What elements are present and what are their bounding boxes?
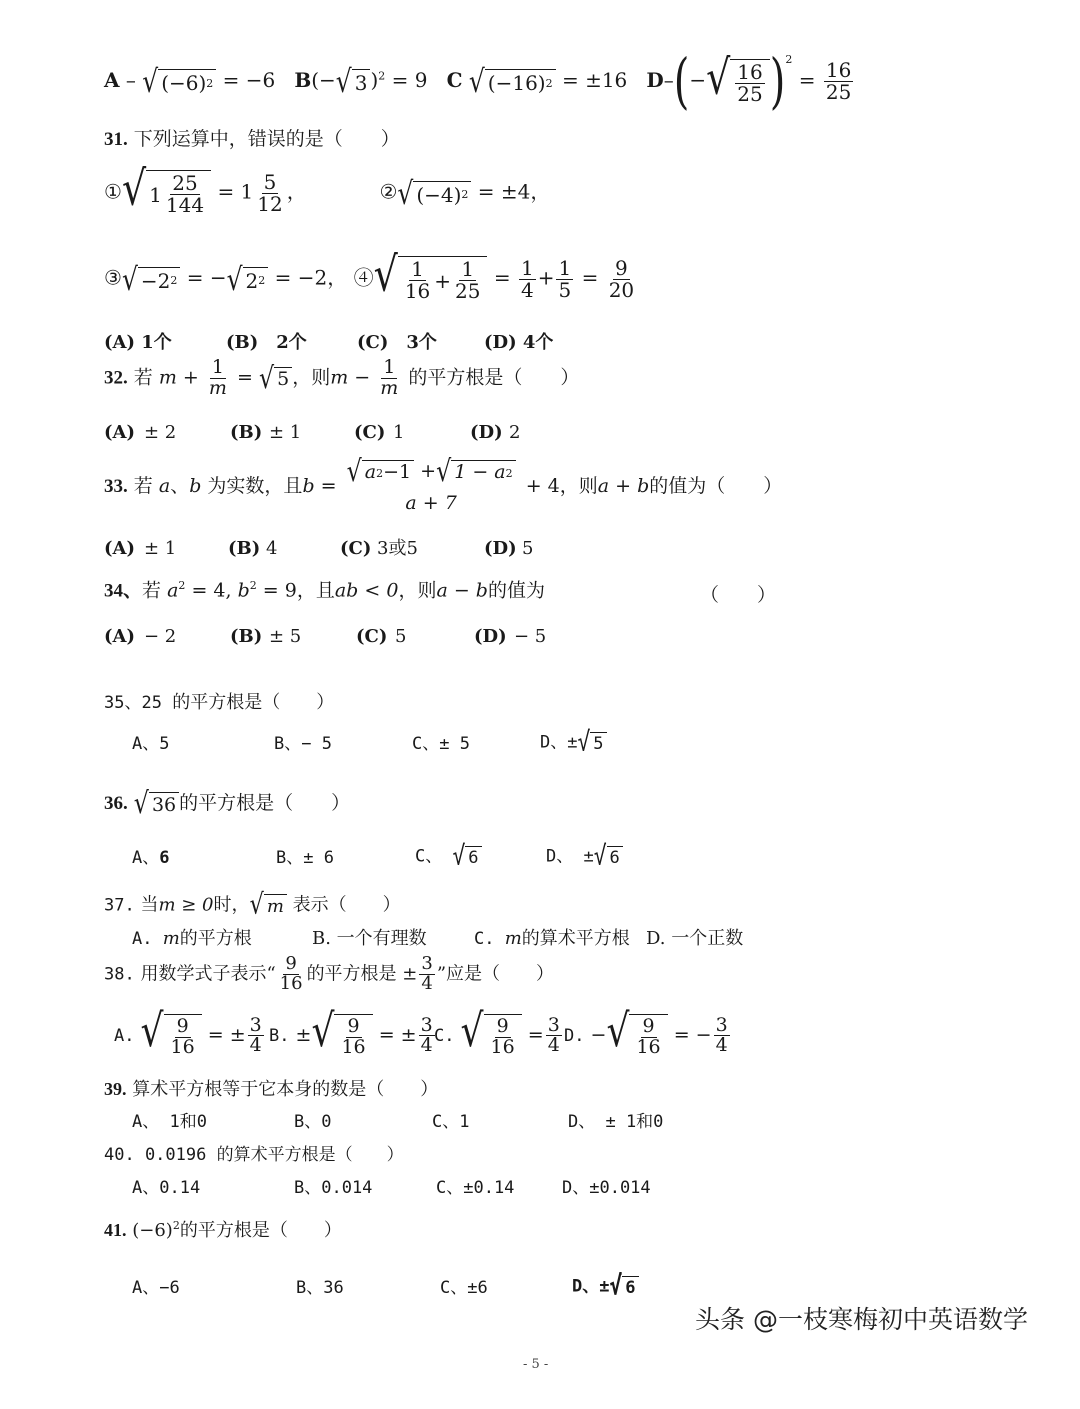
q38-option-b-label: B. xyxy=(269,1025,290,1046)
q31-stem-text: 下列运算中，错误的是（ ） xyxy=(133,128,400,150)
q33-num-r1-tail: −1 xyxy=(383,461,412,484)
q39-stem xyxy=(104,1080,438,1099)
q33-suffix: 的值为（ ） xyxy=(649,474,783,497)
q33-option-c-value[interactable]: 3或5 xyxy=(377,538,418,559)
q31-item1-rnum: 5 xyxy=(263,169,277,194)
q30-option-b-rhs: = 9 xyxy=(391,68,428,92)
q34-option-d-value[interactable]: − 5 xyxy=(514,626,547,647)
q31-item1-whole: 1 xyxy=(149,182,162,207)
q31-item3-rexp: 2 xyxy=(258,274,266,287)
q38-frac2 xyxy=(419,955,434,994)
q37-option-a-label: A. xyxy=(132,929,163,949)
q32-option-b-value[interactable]: ± 1 xyxy=(269,422,302,443)
q38-frac-den: 16 xyxy=(279,972,303,994)
q30-option-d-rden: 25 xyxy=(825,80,852,104)
q30-option-d-radical: √ $\frac{16}{25}$ xyxy=(706,59,770,105)
q30-option-b-exp: 2 xyxy=(378,69,386,83)
q31-item3-mid: = − xyxy=(186,265,227,290)
q34-paren: （ ） xyxy=(700,584,777,606)
q34-stem xyxy=(104,580,545,600)
q41-option-d-root: 6 xyxy=(622,1276,638,1297)
q37-option-a-m: m xyxy=(162,928,180,949)
q36-option-a[interactable] xyxy=(132,850,170,867)
q31-item4-d-den: 5 xyxy=(558,277,572,302)
q31-item4-eq2: = xyxy=(581,265,599,290)
q33-option-a-value[interactable]: ± 1 xyxy=(144,538,177,559)
q34-suffix: 的值为 xyxy=(487,579,545,602)
q41-option-d-label: D、± xyxy=(572,1276,610,1297)
q36-option-c-label: C、 xyxy=(415,846,443,867)
q31-item1-mark: ① xyxy=(104,179,122,204)
q37-mid: 时， xyxy=(213,894,250,916)
q33-option-b-value[interactable]: 4 xyxy=(266,538,278,559)
q32-eq: = xyxy=(230,366,253,389)
q31-item1-result xyxy=(255,169,284,216)
q41-option-d[interactable] xyxy=(572,1270,639,1303)
q34-option-b-label[interactable]: (B) xyxy=(230,626,263,647)
q41-exp: 2 xyxy=(172,1219,180,1232)
q35-stem-text: 的平方根是（ ） xyxy=(172,692,335,713)
q35-option-d[interactable] xyxy=(540,726,607,759)
q30-option-a-radicand: (−6) xyxy=(161,71,207,95)
q31-item4-a-den: 16 xyxy=(404,279,431,303)
q41-stem-text: 的平方根是（ ） xyxy=(179,1220,342,1241)
q32-radical: √ 5 xyxy=(259,367,292,391)
q36-stem xyxy=(104,785,351,821)
q32-stem xyxy=(104,358,579,399)
q41-number: 41. xyxy=(104,1220,127,1240)
q33-big-frac xyxy=(345,453,518,514)
q30-option-a-minus: – xyxy=(125,68,136,92)
q40-option-a[interactable]: A、0.14 xyxy=(132,1178,201,1198)
q40-option-b[interactable]: B、0.014 xyxy=(294,1178,373,1198)
q38-option-d-rnum: 3 xyxy=(715,1013,728,1036)
q32-frac-num: 1 xyxy=(211,356,224,378)
q33-num-r1-exp: 2 xyxy=(376,466,384,480)
q33-prefix: 若 xyxy=(133,474,153,497)
q36-stem-text: 的平方根是（ ） xyxy=(179,791,351,814)
q31-item4-b-num: 1 xyxy=(461,257,475,281)
q31-items-row-2 xyxy=(104,246,638,303)
q36-option-b[interactable]: B、± 6 xyxy=(276,848,334,868)
q38-frac2-num: 3 xyxy=(421,953,433,974)
q33-mid: 为实数，且 xyxy=(207,474,303,497)
q32-root: 5 xyxy=(274,367,292,391)
q37-stem xyxy=(104,888,401,922)
q30-options-row xyxy=(104,47,855,116)
q32-frac xyxy=(207,358,229,399)
q38-frac-num: 9 xyxy=(285,953,297,974)
q31-item2-rhs: = ±4， xyxy=(477,179,551,204)
q38-number: 38. xyxy=(104,964,135,985)
q37-option-a-text: 的平方根 xyxy=(179,928,252,949)
q40-stem-text: 40. 0.0196 的算术平方根是（ ） xyxy=(104,1145,404,1165)
q31-option-c[interactable]: (C) 3个 xyxy=(357,332,437,353)
q37-option-a[interactable] xyxy=(132,930,252,948)
q37-prefix: 当 xyxy=(140,894,159,916)
q31-item4-c-den: 4 xyxy=(520,277,534,302)
q38-option-a-eq: = ± xyxy=(207,1023,246,1046)
q34-cond1-exp: 2 xyxy=(178,579,186,592)
q37-option-c-m: m xyxy=(504,928,522,949)
q34-expr: a − b xyxy=(436,579,488,602)
q37-root: m xyxy=(264,894,287,917)
q31-item4-a-num: 1 xyxy=(411,257,424,281)
q33-num-plus: + xyxy=(414,459,437,482)
q36-option-c-root: 6 xyxy=(465,846,481,867)
q32-frac2-den: m xyxy=(380,376,399,399)
q33-b2: b xyxy=(302,474,315,497)
q34-mid: ，且 xyxy=(296,579,335,602)
q38-option-c-eq: = xyxy=(527,1023,544,1046)
q38-frac xyxy=(278,955,305,994)
q33-after: + 4，则 xyxy=(525,474,598,497)
q30-option-d-eq: = xyxy=(798,68,816,92)
q33-option-d-value[interactable]: 5 xyxy=(522,538,534,559)
q30-option-c-exp: 2 xyxy=(545,76,553,90)
q37-option-c[interactable] xyxy=(474,930,630,948)
q38-frac2-den: 4 xyxy=(421,972,433,994)
q31-item4-eq: = xyxy=(493,265,511,290)
q30-option-d-inner-minus: − xyxy=(689,68,707,92)
q38-option-c-rden: 4 xyxy=(547,1034,560,1057)
q33-number: 33. xyxy=(104,475,128,497)
q34-option-a-label[interactable]: (A) xyxy=(104,626,135,647)
q35-option-b[interactable]: B、− 5 xyxy=(274,734,332,754)
q31-item4-frac-e xyxy=(607,255,636,302)
q34-option-c-label[interactable]: (C) xyxy=(356,626,388,647)
q34-cond2: b xyxy=(237,579,250,602)
q41-option-a[interactable]: A、−6 xyxy=(132,1278,180,1298)
q33-num-radical2: √ 1 − a 2 xyxy=(436,460,516,484)
q32-frac2 xyxy=(378,358,400,399)
q32-number: 32. xyxy=(104,367,128,389)
q31-item4-frac-a xyxy=(403,259,432,302)
q36-option-d-root: 6 xyxy=(607,846,623,867)
q31-item1-radical: √ 1 $\frac{25}{144}$ xyxy=(122,170,211,216)
q36-option-d-label: D、 ± xyxy=(546,846,594,867)
q38-option-b-den: 16 xyxy=(341,1035,366,1058)
q39-option-d[interactable]: D、 ± 1和0 xyxy=(568,1112,664,1132)
q32-option-a-label[interactable]: (A) xyxy=(104,422,135,443)
q30-option-d-label: D xyxy=(646,68,664,92)
q36-root: 36 xyxy=(149,792,179,816)
q40-option-c[interactable]: C、±0.14 xyxy=(436,1178,515,1198)
q30-option-b-radical: √ 3 xyxy=(336,69,371,94)
q30-option-a-exp: 2 xyxy=(206,76,214,90)
q38-option-b-rden: 4 xyxy=(420,1034,433,1057)
q30-option-d-result xyxy=(824,60,853,103)
q31-item4-d-num: 1 xyxy=(558,255,572,280)
q39-number: 39. xyxy=(104,1079,127,1099)
q39-option-b[interactable]: B、0 xyxy=(294,1112,332,1132)
q30-option-a-label: A xyxy=(104,68,120,92)
q33-apb: a + b xyxy=(597,474,650,497)
q37-option-c-text: 的算术平方根 xyxy=(521,928,630,949)
q33-sep: 、 xyxy=(170,474,190,497)
q30-option-a-radical: √ (−6) 2 xyxy=(142,69,216,94)
q41-base: (−6) xyxy=(132,1220,173,1241)
q38-option-a-rden: 4 xyxy=(249,1034,262,1057)
q31-item2-exp: 2 xyxy=(461,188,469,201)
q31-item3-radicand: −2 xyxy=(140,268,171,293)
q30-option-d-num: 16 xyxy=(737,59,763,84)
q31-item2-mark: ② xyxy=(379,179,398,204)
q37-suffix: 表示（ ） xyxy=(292,894,401,916)
q38-mid: 的平方根是 ± xyxy=(306,963,418,985)
q35-option-c[interactable]: C、± 5 xyxy=(412,734,470,754)
q31-item1-rden: 12 xyxy=(257,191,283,216)
q38-option-d-minus: − xyxy=(590,1023,607,1046)
q38-option-a-radical: √ $\frac{9}{16}$ xyxy=(141,1014,202,1058)
q37-radical: √ m xyxy=(250,894,287,917)
q31-item1-frac xyxy=(164,173,206,216)
q31-item1-end: ， xyxy=(286,179,307,204)
q32-plus: + xyxy=(176,366,199,389)
q33-num-r2-exp: 2 xyxy=(505,466,513,480)
q33-frac-den: a + 7 xyxy=(405,491,457,514)
q39-stem-text: 算术平方根等于它本身的数是（ ） xyxy=(132,1079,439,1100)
q31-item4-frac-b xyxy=(453,259,482,302)
q32-m: m xyxy=(158,366,177,389)
q31-item4-frac-d xyxy=(556,255,573,302)
q38-prefix: 用数学式子表示“ xyxy=(140,963,276,985)
q36-option-a-value: 6 xyxy=(159,848,170,868)
q33-a: a xyxy=(158,474,171,497)
q31-item4-b-den: 25 xyxy=(455,279,481,303)
q38-option-c[interactable] xyxy=(434,1004,564,1058)
q33-option-b-label[interactable]: (B) xyxy=(228,538,261,559)
q33-num-radical1: √ a 2 −1 xyxy=(347,460,414,484)
q36-option-d-radical: √ 6 xyxy=(594,846,623,867)
q30-option-b-root: 3 xyxy=(352,69,371,94)
q31-item4-plus2: + xyxy=(537,265,555,290)
q31-item4-e-num: 9 xyxy=(615,255,628,280)
q34-cond3: ab < 0 xyxy=(334,579,399,602)
q37-option-b[interactable]: B. 一个有理数 xyxy=(312,928,427,949)
q34-option-c-value[interactable]: 5 xyxy=(395,626,407,647)
q35-number: 35、25 xyxy=(104,693,162,713)
q39-option-a[interactable]: A、 1和0 xyxy=(132,1112,207,1132)
q36-number: 36. xyxy=(104,792,128,814)
q33-option-c-label[interactable]: (C) xyxy=(340,538,372,559)
q34-option-d-label[interactable]: (D) xyxy=(474,626,507,647)
q30-option-d-exp: 2 xyxy=(785,53,793,66)
q32-mid: ，则 xyxy=(292,366,331,389)
q33-option-a-label[interactable]: (A) xyxy=(104,538,135,559)
q38-option-c-label: C. xyxy=(434,1025,455,1046)
q35-option-d-root: 5 xyxy=(590,732,606,753)
q38-option-d-eq: = − xyxy=(673,1023,712,1046)
q31-item1-den: 144 xyxy=(165,193,205,217)
q32-option-c-value[interactable]: 1 xyxy=(393,422,405,443)
q31-item3-radical2: √ 2 2 xyxy=(227,267,269,292)
q41-option-b[interactable]: B、36 xyxy=(296,1278,344,1298)
q38-stem xyxy=(104,955,554,994)
q41-option-d-radical: √ 6 xyxy=(609,1276,638,1297)
q32-option-b-label[interactable]: (B) xyxy=(230,422,263,443)
q34-cond1: a xyxy=(167,579,179,602)
q31-item2-radical: √ (−4) 2 xyxy=(397,181,471,206)
q38-option-a-label: A. xyxy=(114,1025,135,1046)
q38-option-b-radical: √ $\frac{9}{16}$ xyxy=(311,1014,372,1058)
q38-option-d-den: 16 xyxy=(636,1035,661,1058)
q30-option-d-den: 25 xyxy=(737,81,763,106)
q37-cond: m ≥ 0 xyxy=(158,894,214,916)
q38-option-c-num: 9 xyxy=(496,1015,509,1037)
q32-prefix: 若 xyxy=(133,366,153,389)
q35-stem xyxy=(104,694,334,712)
q31-stem xyxy=(104,130,400,149)
q32-option-d-value[interactable]: 2 xyxy=(509,422,521,443)
q32-frac-den: m xyxy=(208,376,227,399)
q33-num-r2: 1 − a xyxy=(454,461,506,484)
q30-option-d-rnum: 16 xyxy=(825,58,852,82)
q40-stem xyxy=(104,1147,404,1164)
q36-option-d[interactable] xyxy=(546,840,623,873)
q31-item4-radical: √ $\frac{1}{16}$ + $\frac{1}{25}$ xyxy=(374,256,488,302)
q31-item3-exp: 2 xyxy=(170,274,178,287)
q41-option-c[interactable]: C、±6 xyxy=(440,1278,488,1298)
q32-option-c-label[interactable]: (C) xyxy=(354,422,386,443)
q38-option-d[interactable] xyxy=(564,1004,732,1058)
q38-option-d-label: D. xyxy=(564,1025,585,1046)
q32-frac2-num: 1 xyxy=(383,356,396,378)
q38-option-d-radical: √ $\frac{9}{16}$ xyxy=(606,1014,667,1058)
q31-item2-radicand: (−4) xyxy=(416,182,462,207)
q31-items-row-1 xyxy=(104,160,551,217)
q31-item3-radical: √ −2 2 xyxy=(122,267,180,292)
q36-radical: √ 36 xyxy=(134,792,179,816)
q30-option-b-close: ) xyxy=(370,68,379,92)
q38-option-c-den: 16 xyxy=(490,1035,515,1058)
q31-item4-e-den: 20 xyxy=(608,277,635,302)
q38-option-b-num: 9 xyxy=(347,1015,360,1037)
q38-option-a-rnum: 3 xyxy=(249,1013,262,1036)
q33-b: b xyxy=(189,474,202,497)
q35-option-d-radical: √ 5 xyxy=(577,732,606,753)
q38-option-a-num: 9 xyxy=(176,1015,189,1037)
q34-mid2: ，则 xyxy=(398,579,437,602)
q35-option-d-text: D、± xyxy=(540,732,578,753)
q37-option-d[interactable]: D. 一个正数 xyxy=(646,928,744,949)
q30-option-a-rhs: = −6 xyxy=(222,68,276,92)
q30-option-d-rparen: ) xyxy=(769,47,786,116)
q30-option-d-frac xyxy=(735,59,764,106)
q31-item3-mark: ③ xyxy=(104,265,122,290)
q32-m2: m xyxy=(330,366,349,389)
q30-option-b-label: B xyxy=(294,68,312,92)
q38-option-d-rden: 4 xyxy=(715,1034,728,1057)
q30-option-c-label: C xyxy=(446,68,463,92)
q31-option-b[interactable]: (B) 2个 xyxy=(226,332,307,353)
q30-option-d-lparen: ( xyxy=(673,47,690,116)
q33-stem xyxy=(104,453,783,514)
q31-item4-plus: + xyxy=(434,268,452,293)
q38-option-d-num: 9 xyxy=(642,1015,655,1037)
q37-option-c-label: C. xyxy=(474,929,505,949)
q38-option-b-rnum: 3 xyxy=(420,1013,433,1036)
q40-option-d[interactable]: D、±0.014 xyxy=(562,1178,651,1198)
q41-stem xyxy=(104,1220,342,1240)
q33-eq: = xyxy=(314,474,337,497)
q36-option-c[interactable] xyxy=(415,840,482,873)
q31-item3-root: 2 xyxy=(245,268,259,293)
q30-option-b-open: (− xyxy=(311,68,336,92)
q34-option-b-value[interactable]: ± 5 xyxy=(269,626,302,647)
q31-item3-rhs: = −2， xyxy=(274,265,348,290)
q31-item4-mark: ④ xyxy=(353,265,374,290)
q35-option-a[interactable]: A、5 xyxy=(132,734,170,754)
q36-option-c-radical: √ 6 xyxy=(453,846,482,867)
q31-number: 31. xyxy=(104,129,128,150)
q31-item1-eq: = 1 xyxy=(217,179,254,204)
q33-frac-num xyxy=(345,453,518,494)
q32-option-d-label[interactable]: (D) xyxy=(470,422,503,443)
q30-option-c-radicand: (−16) xyxy=(487,71,546,95)
q38-option-c-radical: √ $\frac{9}{16}$ xyxy=(461,1014,522,1058)
q38-option-b-pm: ± xyxy=(295,1023,312,1046)
q38-option-a[interactable] xyxy=(114,1004,266,1058)
q34-cond2-exp: 2 xyxy=(249,579,257,592)
q39-option-c[interactable]: C、1 xyxy=(432,1112,470,1132)
q34-prefix: 若 xyxy=(142,579,162,602)
page-number: - 5 - xyxy=(523,1357,549,1372)
q30-option-d-minus: – xyxy=(663,68,674,92)
q31-item4-frac-c xyxy=(519,255,536,302)
q34-cond1-rest: = 4, xyxy=(185,579,238,602)
q31-option-d[interactable]: (D) 4个 xyxy=(484,332,554,353)
q32-suffix: 的平方根是（ ） xyxy=(408,366,580,389)
q38-option-a-den: 16 xyxy=(170,1035,195,1058)
q32-minus: − xyxy=(348,366,371,389)
q34-number: 34、 xyxy=(104,580,143,602)
q38-option-b[interactable] xyxy=(269,1004,437,1058)
q31-item4-c-num: 1 xyxy=(520,255,534,280)
q30-option-c-rhs: = ±16 xyxy=(561,68,628,92)
q34-cond2-rest: = 9 xyxy=(256,579,297,602)
q33-num-r1: a xyxy=(364,461,377,484)
q31-option-a[interactable]: (A) 1个 xyxy=(104,332,172,353)
q32-option-a-value[interactable]: ± 2 xyxy=(144,422,177,443)
q38-suffix: ”应是（ ） xyxy=(436,963,555,985)
q36-option-a-label: A、 xyxy=(132,848,160,868)
q37-number: 37. xyxy=(104,895,135,916)
q30-option-c-radical: √ (−16) 2 xyxy=(469,69,556,94)
q33-option-d-label[interactable]: (D) xyxy=(484,538,517,559)
q38-option-b-eq: = ± xyxy=(378,1023,417,1046)
q34-option-a-value[interactable]: − 2 xyxy=(144,626,177,647)
q38-option-c-rnum: 3 xyxy=(547,1013,560,1036)
watermark-text: 头条 @一枝寒梅初中英语数学 xyxy=(695,1305,1028,1334)
q31-item1-num: 25 xyxy=(172,171,198,195)
